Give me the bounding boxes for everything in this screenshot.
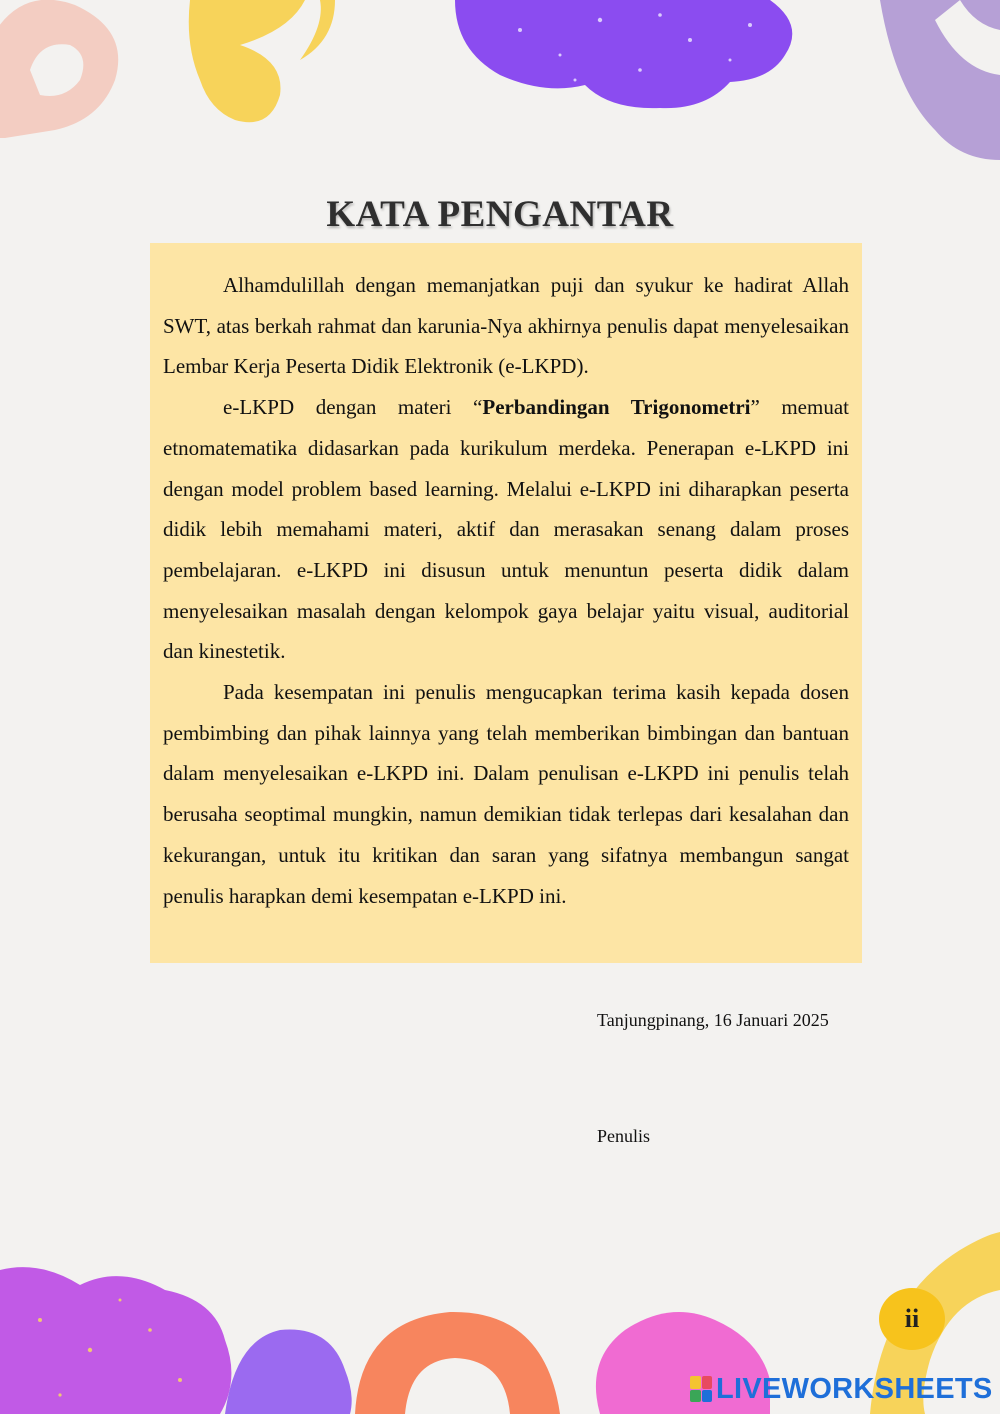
preface-body xyxy=(163,265,849,916)
magenta-blob-shape xyxy=(0,1267,231,1414)
paragraph-text: Alhamdulillah dengan memanjatkan puji dan syukur ke hadirat Allah SWT, atas berkah rahmat dan karunia-Nya akhirnya penulis dapat menyelesaikan Lembar Kerja Peserta Didik Elektronik (e-LKPD). xyxy=(163,273,849,379)
paragraph-text: Pada kesempatan ini penulis mengucapkan terima kasih kepada dosen pembimbing dan pihak lainnya yang telah memberikan bimbingan dan bantuan dalam menyelesaikan e-LKPD ini. Dalam penulisan e-LKPD ini penulis telah berusaha seoptimal mungkin, namun demikian tidak terlepas dari kesalahan dan kekurangan, untuk itu kritikan dan saran yang sifatnya membangun sangat penulis harapkan demi kesempatan e-LKPD ini. xyxy=(163,680,849,908)
paragraph-text: ” memuat etnomatematika didasarkan pada kurikulum merdeka. Penerapan e-LKPD ini dengan model problem based learning. Melalui e-LKPD ini diharapkan peserta didik lebih memahami materi, aktif dan merasakan senang dalam proses pembelajaran. e-LKPD ini disusun untuk menuntun peserta didik dalam menyelesaikan masalah dengan kelompok gaya belajar yaitu visual, auditorial dan kinestetik. xyxy=(163,395,849,664)
preface-text-box xyxy=(150,243,862,963)
liveworksheets-logo-icon xyxy=(690,1376,712,1402)
brand-name: LIVEWORKSHEETS xyxy=(716,1372,993,1405)
preface-paragraph xyxy=(163,265,849,387)
paragraph-text: e-LKPD dengan materi “ xyxy=(223,395,483,420)
peach-arc-shape xyxy=(0,0,118,138)
yellow-leaf-shape xyxy=(189,0,305,122)
liveworksheets-brand[interactable] xyxy=(690,1372,993,1406)
page-title: KATA PENGANTAR xyxy=(326,193,674,235)
preface-paragraph xyxy=(163,672,849,916)
lavender-arc-shape xyxy=(880,0,1000,160)
signer-label: Penulis xyxy=(597,1126,651,1146)
violet-bump-shape xyxy=(225,1330,352,1414)
place-date: Tanjungpinang, 16 Januari 2025 xyxy=(597,1010,829,1030)
page-number-badge: ii xyxy=(879,1288,945,1350)
bold-term: Perbandingan Trigonometri xyxy=(482,395,751,420)
preface-paragraph xyxy=(163,387,849,672)
orange-arch-shape xyxy=(355,1312,560,1414)
purple-blob-shape xyxy=(455,0,792,108)
